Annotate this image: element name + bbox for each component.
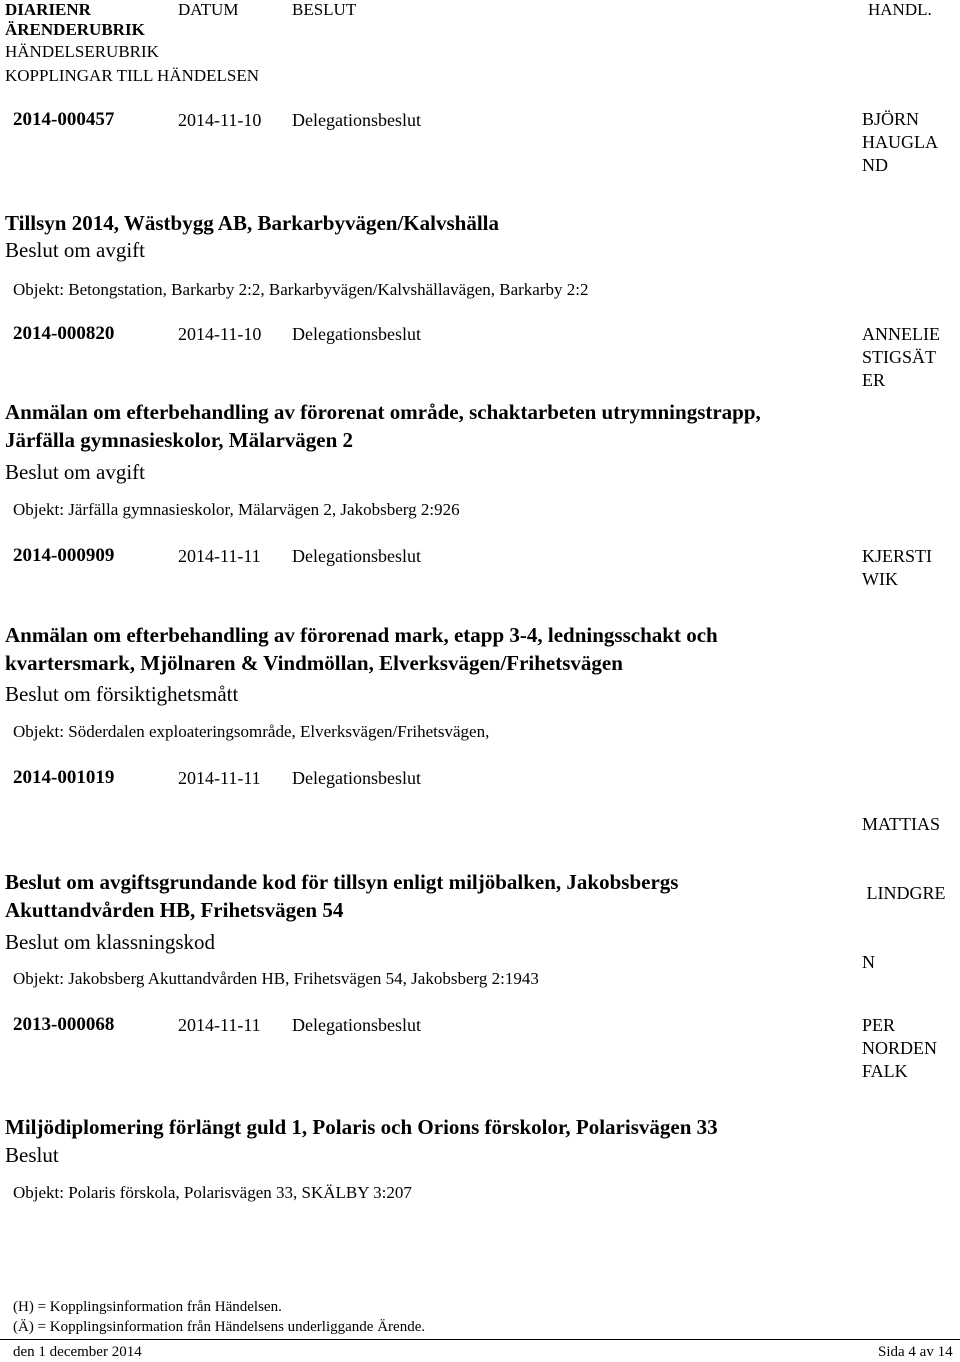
arende-title: Anmälan om efterbehandling av förorenad mark, etapp 3-4, ledningsschakt och: [5, 623, 718, 647]
header-arenderubrik: ÄRENDERUBRIK: [5, 20, 145, 39]
header-diarienr: DIARIENR: [5, 0, 91, 19]
diarienr: 2014-001019: [13, 767, 115, 788]
arende-title: Anmälan om efterbehandling av förorenat område, schaktarbeten utrymningstrapp,: [5, 400, 761, 424]
handelse-subtitle: Beslut om avgift: [5, 460, 145, 484]
header-kopplingar: KOPPLINGAR TILL HÄNDELSEN: [5, 66, 260, 85]
header-datum: DATUM: [178, 0, 239, 19]
handelse-subtitle: Beslut om försiktighetsmått: [5, 682, 239, 706]
handlaggare: MATTIAS LINDGRE N: [862, 814, 946, 972]
handelse-subtitle: Beslut: [5, 1143, 59, 1167]
arende-title: Järfälla gymnasieskolor, Mälarvägen 2: [5, 428, 354, 452]
objekt: Objekt: Järfälla gymnasieskolor, Mälarvägen 2, Jakobsberg 2:926: [13, 500, 460, 519]
diarienr: 2014-000820: [13, 323, 115, 344]
handlaggare: ANNELIE STIGSÄT ER: [862, 324, 940, 390]
footer-page-number: Sida 4 av 14: [878, 1344, 953, 1360]
beslut-typ: Delegationsbeslut: [292, 324, 421, 344]
handlaggare: PER NORDEN FALK: [862, 1015, 937, 1081]
footer-date: den 1 december 2014: [13, 1344, 142, 1360]
handlaggare: KJERSTI WIK: [862, 546, 933, 589]
objekt: Objekt: Betongstation, Barkarby 2:2, Barkarbyvägen/Kalvshällavägen, Barkarby 2:2: [13, 280, 589, 299]
objekt: Objekt: Jakobsberg Akuttandvården HB, Frihetsvägen 54, Jakobsberg 2:1943: [13, 969, 539, 988]
objekt: Objekt: Söderdalen exploateringsområde, Elverksvägen/Frihetsvägen,: [13, 722, 490, 741]
datum: 2014-11-11: [178, 546, 261, 566]
diarienr: 2014-000457: [13, 109, 115, 130]
footer-divider: [0, 1339, 960, 1340]
footnote-a: (Ä) = Kopplingsinformation från Händelsens underliggande Ärende.: [13, 1319, 426, 1335]
footnote-h: (H) = Kopplingsinformation från Händelsen.: [13, 1299, 282, 1315]
datum: 2014-11-10: [178, 110, 262, 130]
diarienr: 2013-000068: [13, 1014, 115, 1035]
handlaggare: BJÖRN HAUGLA ND: [862, 109, 938, 175]
arende-title: kvartersmark, Mjölnaren & Vindmöllan, Elverksvägen/Frihetsvägen: [5, 651, 623, 675]
objekt: Objekt: Polaris förskola, Polarisvägen 33, SKÄLBY 3:207: [13, 1183, 412, 1202]
handelse-subtitle: Beslut om avgift: [5, 238, 145, 262]
header-handelserubrik: HÄNDELSERUBRIK: [5, 42, 159, 61]
handelse-subtitle: Beslut om klassningskod: [5, 930, 216, 954]
datum: 2014-11-11: [178, 1015, 261, 1035]
beslut-typ: Delegationsbeslut: [292, 768, 421, 788]
datum: 2014-11-11: [178, 768, 261, 788]
header-handl: HANDL.: [868, 0, 932, 19]
datum: 2014-11-10: [178, 324, 262, 344]
beslut-typ: Delegationsbeslut: [292, 546, 421, 566]
header-beslut: BESLUT: [292, 0, 357, 19]
diarienr: 2014-000909: [13, 545, 115, 566]
arende-title: Miljödiplomering förlängt guld 1, Polaris och Orions förskolor, Polarisvägen 33: [5, 1115, 718, 1139]
arende-title: Akuttandvården HB, Frihetsvägen 54: [5, 898, 344, 922]
beslut-typ: Delegationsbeslut: [292, 1015, 421, 1035]
arende-title: Tillsyn 2014, Wästbygg AB, Barkarbyvägen/Kalvshälla: [5, 211, 499, 235]
beslut-typ: Delegationsbeslut: [292, 110, 421, 130]
arende-title: Beslut om avgiftsgrundande kod för tillsyn enligt miljöbalken, Jakobsbergs: [5, 870, 679, 894]
